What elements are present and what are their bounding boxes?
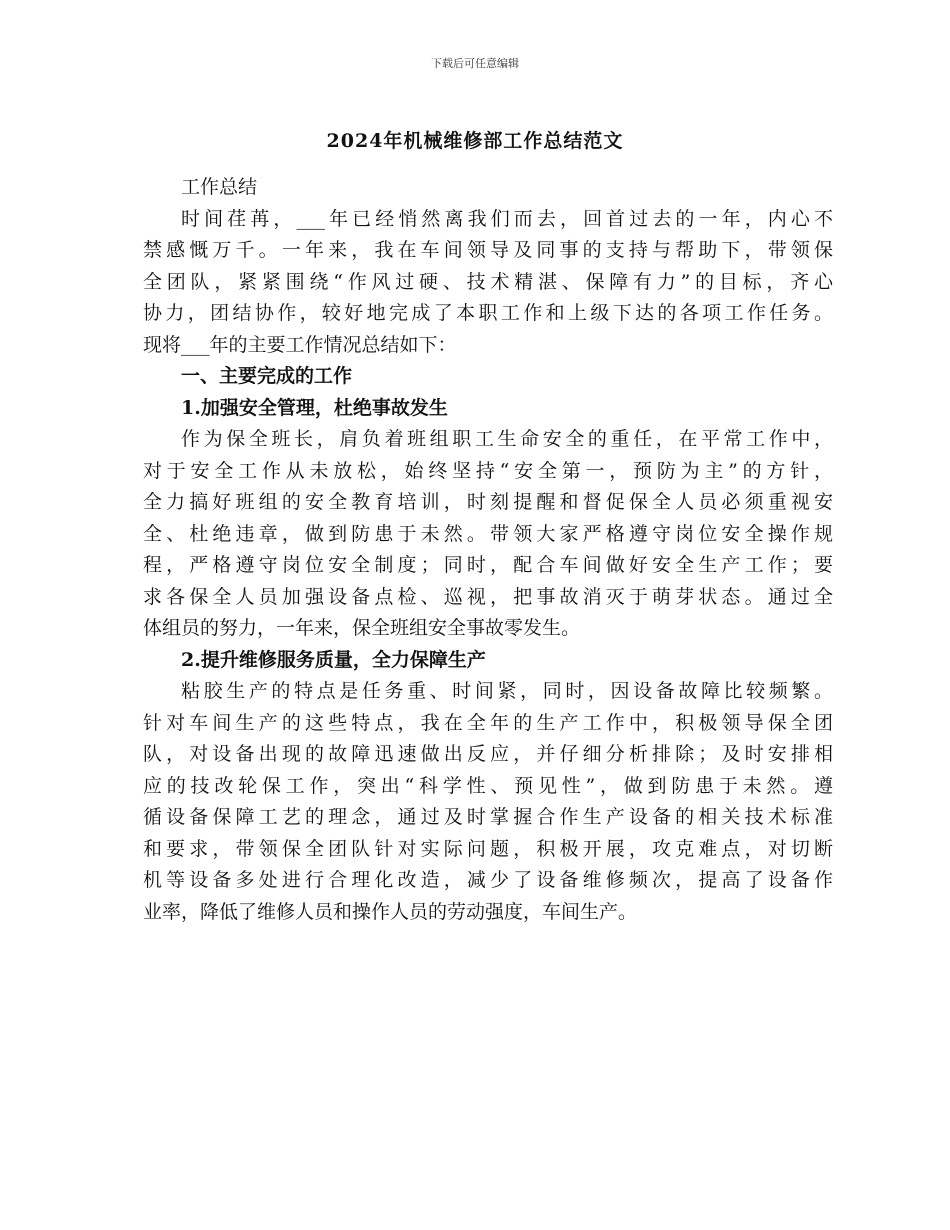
paragraph-line: 全、杜绝违章，做到防患于未然。带领大家严格遵守岗位安全操作规 [143,522,833,545]
paragraph-line: 全团队，紧紧围绕“作风过硬、技术精湛、保障有力”的目标，齐心 [143,270,833,293]
paragraph-line: 时间荏苒，___年已经悄然离我们而去，回首过去的一年，内心不 [181,207,833,230]
paragraph-line: 全力搞好班组的安全教育培训，时刻提醒和督促保全人员必须重视安 [143,491,833,513]
paragraph-line: 禁感慨万千。一年来，我在车间领导及同事的支持与帮助下，带领保 [143,239,833,261]
paragraph-line: 程，严格遵守岗位安全制度；同时，配合车间做好安全生产工作；要 [143,554,833,576]
header-note: 下载后可任意编辑 [431,57,519,70]
document-title: 2024年机械维修部工作总结范文 [326,130,624,152]
paragraph-line: 机等设备多处进行合理化改造，减少了设备维修频次，提高了设备作 [143,869,833,891]
paragraph-line: 作为保全班长，肩负着班组职工生命安全的重任，在平常工作中， [181,428,833,450]
paragraph-line: 应的技改轮保工作，突出“科学性、预见性”，做到防患于未然。遵 [143,774,833,797]
paragraph-line: 针对车间生产的这些特点，我在全年的生产工作中，积极领导保全团 [143,711,833,734]
paragraph-line: 粘胶生产的特点是任务重、时间紧，同时，因设备故障比较频繁。 [181,680,833,702]
section-heading: 1.加强安全管理，杜绝事故发生 [181,396,448,419]
section-heading: 2.提升维修服务质量，全力保障生产 [181,648,486,671]
section-heading: 一、主要完成的工作 [181,365,353,387]
paragraph-line: 循设备保障工艺的理念，通过及时掌握合作生产设备的相关技术标准 [143,806,833,828]
document-body [143,172,833,928]
paragraph-line: 对于安全工作从未放松，始终坚持“安全第一，预防为主”的方针， [143,459,833,482]
paragraph-line: 业率，降低了维修人员和操作人员的劳动强度，车间生产。 [143,900,638,923]
paragraph-line: 体组员的努力，一年来，保全班组安全事故零发生。 [143,617,581,639]
paragraph-line: 队，对设备出现的故障迅速做出反应，并仔细分析排除；及时安排相 [143,743,833,765]
paragraph-line: 和要求，带领保全团队针对实际问题，积极开展，攻克难点，对切断 [143,837,833,860]
paragraph-line: 工作总结 [181,176,258,198]
paragraph-line: 协力，团结协作，较好地完成了本职工作和上级下达的各项工作任务。 [143,302,833,324]
paragraph-line: 现将___年的主要工作情况总结如下： [143,333,457,356]
paragraph-line: 求各保全人员加强设备点检、巡视，把事故消灭于萌芽状态。通过全 [143,585,833,608]
